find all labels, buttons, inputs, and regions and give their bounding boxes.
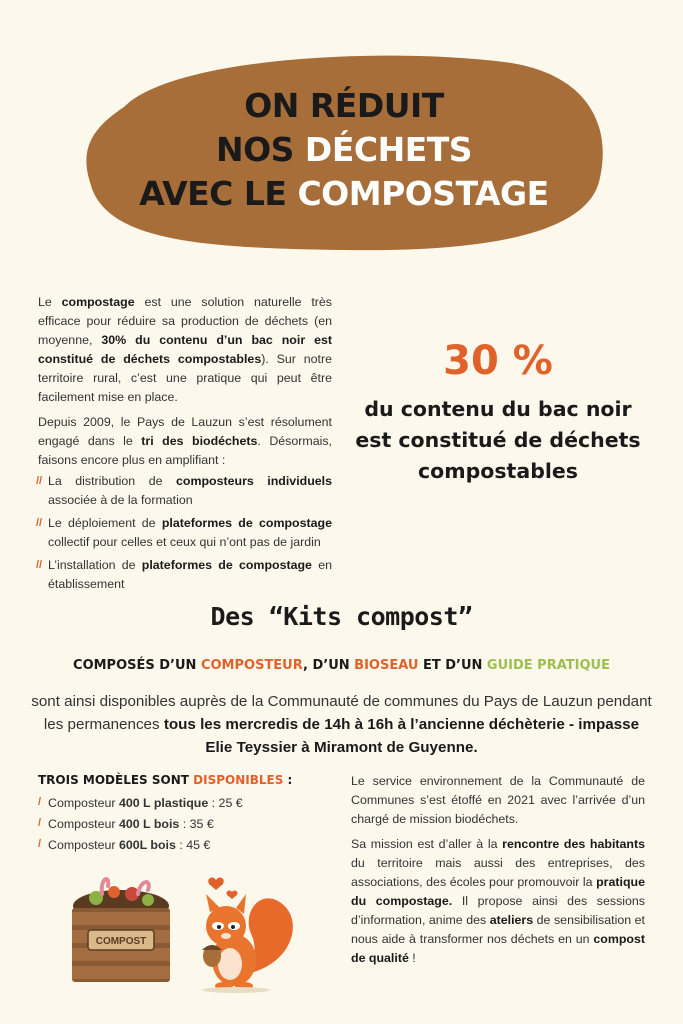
- models-heading: TROIS MODÈLES SONT DISPONIBLES :: [38, 773, 293, 787]
- actions-list: [38, 472, 332, 594]
- stat-text: du contenu du bac noir est constitué de déchets compostables: [355, 397, 641, 483]
- list-item: // Le déploiement de plateformes de compostage collectif pour celles et ceux qui n’ont pas de jardin: [36, 516, 332, 549]
- models-list: [38, 796, 338, 852]
- list-item: / Composteur 400 L plastique : 25 €: [38, 796, 243, 810]
- compost-bin-icon: [72, 879, 170, 982]
- models-section: [38, 773, 338, 859]
- service-text: [351, 772, 645, 974]
- stat-value: 30 %: [443, 338, 553, 384]
- kits-availability: sont ainsi disponibles auprès de la Communauté de communes du Pays de Lauzun pendant les permanences tous les mercredis de 14h à 16h à l’ancienne déchèterie - impasse Elie Teyssier à Miramont de Guyenne.: [31, 693, 652, 756]
- kits-composition: COMPOSÉS D’UN COMPOSTEUR, D’UN BIOSEAU ET D’UN GUIDE PRATIQUE: [73, 658, 610, 673]
- intro-text: [38, 293, 332, 598]
- intro-paragraph-1: Le compostage est une solution naturelle très efficace pour réduire sa production de déchets (en moyenne, 30% du contenu d’un bac noir est constitué de déchets compostables). Sur notre territoire rural, c’est une pratique qui peut être facilement mise en place.: [38, 295, 332, 404]
- svg-text:COMPOST: COMPOST: [95, 936, 147, 947]
- page-title: ON RÉDUIT NOS DÉCHETS AVEC LE COMPOSTAGE: [139, 86, 549, 213]
- service-paragraph-2: Sa mission est d’aller à la rencontre des habitants du territoire mais aussi des entreprises, des associations, des écoles pour promouvoir la pratique du compostage. Il propose ainsi des sessions d’information, anime des ateliers de sensibilisation et nous aide à transformer nos déchets en un compost de qualité !: [351, 837, 645, 965]
- list-item: // L’installation de plateformes de compostage en établissement: [36, 558, 332, 591]
- squirrel-icon: [202, 877, 293, 993]
- service-paragraph-1: Le service environnement de la Communauté de Communes s’est étoffé en 2021 avec l’arrivée d’un chargé de mission biodéchets.: [351, 774, 645, 826]
- list-item: / Composteur 400 L bois : 35 €: [38, 817, 214, 831]
- bullet-mark: //: [36, 559, 43, 571]
- list-item: // La distribution de composteurs individuels associée à de la formation: [36, 474, 333, 507]
- kits-title: Des “Kits compost”: [210, 602, 473, 631]
- bullet-mark: //: [36, 517, 43, 529]
- list-item: / Composteur 600L bois : 45 €: [38, 838, 211, 852]
- bullet-mark: //: [36, 475, 43, 487]
- intro-paragraph-2: Depuis 2009, le Pays de Lauzun s’est résolument engagé dans le tri des biodéchets. Désormais, faisons encore plus en amplifiant :: [38, 415, 332, 467]
- compost-illustration: [66, 864, 306, 994]
